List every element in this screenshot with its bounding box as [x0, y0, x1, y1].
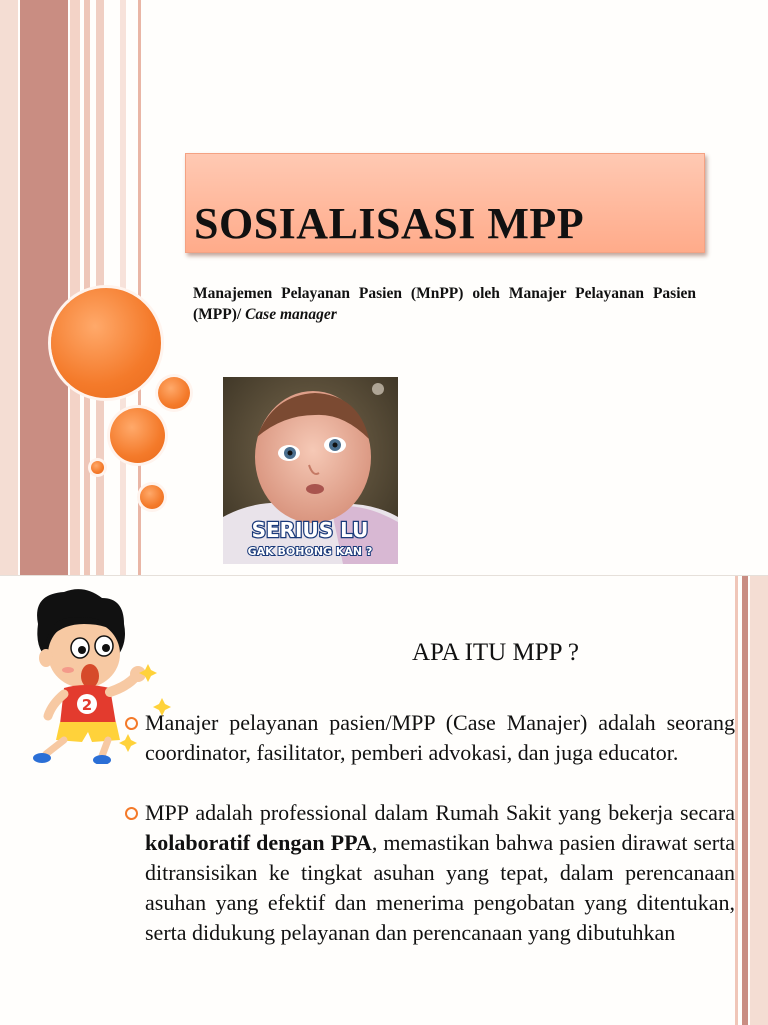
decor-stripe — [20, 0, 68, 575]
decor-stripe — [120, 0, 126, 575]
decor-circle — [51, 288, 161, 398]
decor-stripe — [138, 0, 141, 575]
photo-caption-line1: SERIUS LU — [251, 518, 369, 542]
decor-stripe — [742, 576, 748, 1025]
slide-2 — [0, 575, 768, 1025]
decor-circle — [158, 377, 190, 409]
slide-title: APA ITU MPP ? — [412, 639, 579, 666]
bullet-circle-icon — [125, 807, 138, 820]
decor-stripe — [750, 576, 768, 1025]
decor-circle — [140, 485, 164, 509]
subtitle-italic: Case manager — [245, 306, 337, 323]
baby-photo — [223, 377, 398, 564]
bullet-list — [125, 708, 735, 978]
slide-title: SOSIALISASI MPP — [194, 199, 585, 248]
bullet-text: , memastikan bahwa pasien dirawat serta ditransisikan ke tingkat asuhan yang tepat, dalam perencanaan asuhan yang efektif dan menerima pengobatan yang ditentukan, serta didukung pelayanan dan perencanaan yang dibutuhkan — [145, 830, 736, 945]
decor-stripe — [735, 576, 738, 1025]
bullet-item — [125, 798, 735, 948]
cartoon-shirt-number: 2 — [81, 696, 93, 714]
title-box — [185, 153, 705, 253]
photo-caption-line2: GAK BOHONG KAN ? — [247, 545, 373, 558]
subtitle-text: Manajemen Pelayanan Pasien (MnPP) oleh Manajer Pelayanan Pasien (MPP)/ — [193, 285, 696, 323]
bullet-bold-text: kolaboratif dengan PPA — [145, 830, 372, 855]
decor-circle — [110, 408, 165, 463]
bullet-item — [125, 708, 735, 768]
bullet-text: MPP adalah professional dalam Rumah Sakit yang bekerja secara — [145, 800, 735, 825]
slide-subtitle — [193, 283, 696, 325]
decor-circle — [91, 461, 104, 474]
bullet-text: Manajer pelayanan pasien/MPP (Case Manajer) adalah seorang coordinator, fasilitator, pemberi advokasi, dan juga educator. — [145, 710, 735, 765]
bullet-circle-icon — [125, 717, 138, 730]
decor-stripe — [84, 0, 90, 575]
decor-stripe — [0, 0, 18, 575]
decor-stripe — [70, 0, 80, 575]
